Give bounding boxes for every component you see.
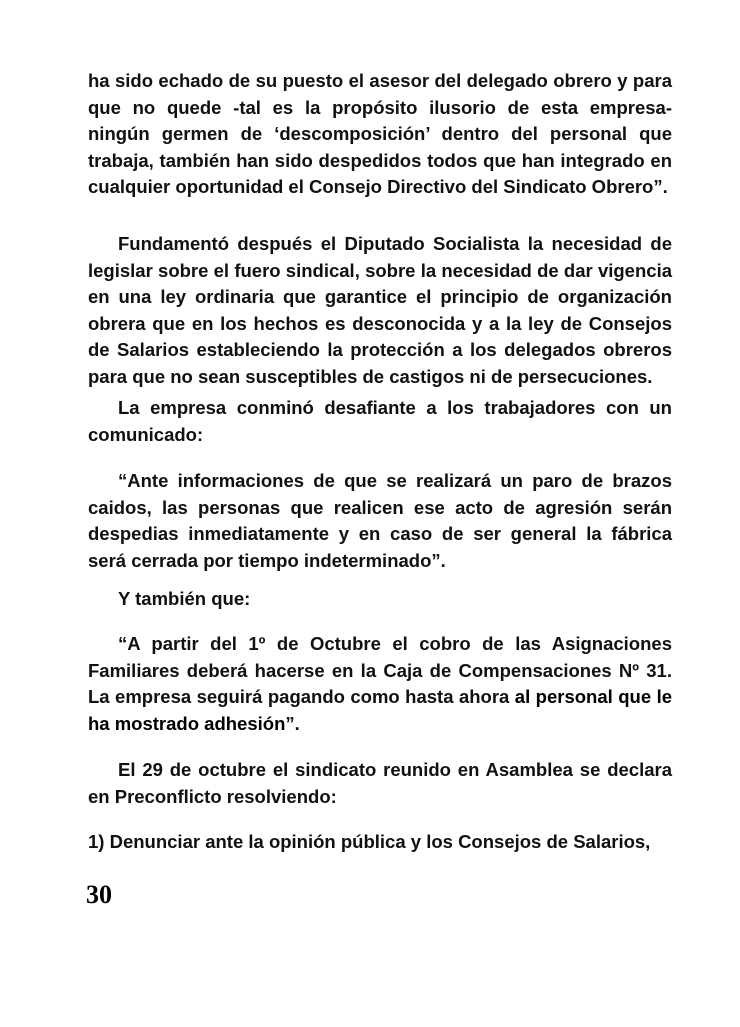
list-item-1: 1) Denunciar ante la opinión pública y los Consejos de Salarios, [88, 831, 651, 852]
quote-end: ”. [285, 712, 300, 734]
quote-text: “A partir del 1º de Octubre el cobro de las Asignaciones Familiares deberá hacerse en la Caja de Compensaciones Nº 31. La empresa seguirá pagando como hasta ahora [88, 633, 672, 708]
body-paragraph-fundamento: Fundamentó después el Diputado Socialista la necesidad de legislar sobre el fuero sindical, sobre la necesidad de dar vigencia en una ley ordinaria que garantice el principio de organización obrera que en los hechos es desconocida y a la ley de Consejos de Salarios estableciendo la protección a los delegados obreros para que no sean susceptibles de castigos ni de persecuciones. [88, 233, 672, 387]
body-paragraph-empresa: La empresa conminó desafiante a los trabajadores con un comunicado: [88, 397, 672, 445]
quote-paragraph-paro: “Ante informaciones de que se realizará un paro de brazos caidos, las personas que realicen ese acto de agresión serán despedias inmediatamente y en caso de ser general la fábrica será cerrada por tiempo indeterminado”. [88, 470, 672, 571]
quote-paragraph-asignaciones [88, 631, 672, 737]
quote-continuation-paragraph: ha sido echado de su puesto el asesor del delegado obrero y para que no quede -tal es la propósito ilusorio de esta empresa- ningún germen de ‘descomposición’ dentro del personal que trabaja, también han sido despedidos todos que han integrado en cualquier oportunidad el Consejo Directivo del Sindicato Obrero”. [88, 70, 672, 198]
body-paragraph-preconflicto: El 29 de octubre el sindicato reunido en Asamblea se declara en Preconflicto resolviendo: [88, 759, 672, 807]
body-paragraph-tambien: Y también que: [118, 588, 251, 609]
page-number: 30 [86, 880, 112, 909]
quote-emphasis: al personal que le ha mostrado adhesión [88, 686, 673, 734]
